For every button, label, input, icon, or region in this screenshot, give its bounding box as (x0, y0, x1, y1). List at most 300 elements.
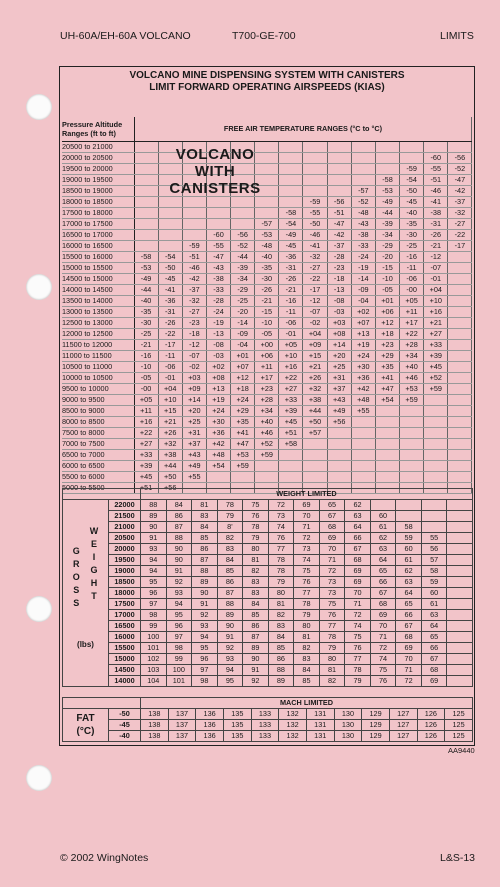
airspeed-cell: 90 (166, 544, 192, 555)
temp-cell: -14 (351, 274, 375, 285)
temp-cell: -54 (158, 252, 182, 263)
airspeed-cell: 93 (217, 654, 243, 665)
temp-cell: +36 (351, 373, 375, 384)
mach-row (63, 731, 473, 742)
temp-cell: -39 (231, 263, 255, 274)
temp-cell: +36 (206, 428, 230, 439)
airspeed-cell: 82 (319, 676, 345, 687)
temp-cell: -55 (303, 208, 327, 219)
gross-letter: G (72, 546, 80, 556)
airspeed-cell: 65 (319, 500, 345, 511)
temp-cell: +23 (375, 340, 399, 351)
temp-cell: -37 (182, 285, 206, 296)
weight-letter: G (90, 565, 98, 575)
mach-airspeed-cell: 125 (445, 720, 473, 731)
temp-row (62, 351, 472, 362)
gross-weight-cell: 20000 (109, 544, 141, 555)
fat-label (63, 709, 109, 742)
temp-cell: +06 (255, 351, 279, 362)
airspeed-cell (447, 676, 473, 687)
mach-airspeed-cell: 137 (168, 709, 196, 720)
airspeed-cell: 79 (294, 610, 320, 621)
temp-cell: +59 (400, 395, 424, 406)
temp-cell: +16 (134, 417, 158, 428)
temp-cell: +10 (279, 351, 303, 362)
temp-cell (448, 373, 472, 384)
airspeed-cell (447, 522, 473, 533)
temp-cell: +02 (351, 307, 375, 318)
temp-cell (279, 472, 303, 483)
figure-id: AA9440 (448, 746, 475, 755)
pressure-altitude-cell: 12000 to 12500 (62, 329, 134, 340)
temp-cell: -44 (134, 285, 158, 296)
airspeed-cell: 62 (345, 500, 371, 511)
temp-cell (231, 197, 255, 208)
temp-cell (158, 241, 182, 252)
airspeed-cell: 78 (345, 665, 371, 676)
temp-cell: +17 (400, 318, 424, 329)
temp-cell (351, 164, 375, 175)
airspeed-cell: 60 (370, 511, 396, 522)
airspeed-cell: 66 (345, 533, 371, 544)
temp-row (62, 307, 472, 318)
airspeed-cell: 95 (166, 610, 192, 621)
airspeed-cell: 61 (370, 522, 396, 533)
mach-airspeed-cell: 127 (389, 720, 417, 731)
pressure-altitude-cell: 13500 to 14000 (62, 296, 134, 307)
mach-header-blank (63, 698, 141, 709)
mach-airspeed-cell: 127 (389, 731, 417, 742)
temp-cell (134, 230, 158, 241)
temp-row (62, 340, 472, 351)
temp-cell: -23 (327, 263, 351, 274)
temp-cell: -45 (279, 241, 303, 252)
temp-cell: +40 (400, 362, 424, 373)
temp-cell: -58 (279, 208, 303, 219)
temp-cell: +45 (279, 417, 303, 428)
temp-cell (424, 472, 448, 483)
airspeed-cell: 58 (396, 522, 422, 533)
gross-letter: S (73, 598, 80, 608)
pressure-altitude-cell: 7000 to 7500 (62, 439, 134, 450)
pressure-altitude-cell: 10000 to 10500 (62, 373, 134, 384)
temp-cell: -05 (255, 329, 279, 340)
temp-cell: +07 (351, 318, 375, 329)
temp-cell: +05 (400, 296, 424, 307)
airspeed-cell: 96 (166, 621, 192, 632)
airspeed-cell: 81 (319, 665, 345, 676)
temp-cell: +49 (327, 406, 351, 417)
temp-cell (279, 153, 303, 164)
temp-cell: +31 (182, 428, 206, 439)
temp-row (62, 428, 472, 439)
airspeed-cell: 91 (141, 533, 167, 544)
airspeed-cell (421, 511, 447, 522)
temp-cell: -08 (206, 340, 230, 351)
airspeed-cell: 79 (319, 643, 345, 654)
temp-cell: -26 (158, 318, 182, 329)
airspeed-cell: 104 (141, 676, 167, 687)
airspeed-cell: 59 (421, 577, 447, 588)
weight-row (63, 665, 473, 676)
temp-cell: -56 (231, 230, 255, 241)
temp-cell (327, 439, 351, 450)
temp-cell: +33 (134, 450, 158, 461)
temp-cell (448, 417, 472, 428)
temp-cell: +38 (303, 395, 327, 406)
temp-cell: -60 (424, 153, 448, 164)
temp-cell (134, 219, 158, 230)
temp-cell: -32 (182, 296, 206, 307)
airspeed-cell (447, 577, 473, 588)
airspeed-cell: 59 (396, 533, 422, 544)
temp-cell: +11 (255, 362, 279, 373)
temp-cell: +59 (255, 450, 279, 461)
airspeed-cell (447, 665, 473, 676)
temp-cell: -38 (351, 230, 375, 241)
temp-cell: -04 (351, 296, 375, 307)
pressure-altitude-cell: 20000 to 20500 (62, 153, 134, 164)
airspeed-cell: 91 (217, 632, 243, 643)
mach-airspeed-cell: 126 (417, 731, 445, 742)
mach-airspeed-cell: 129 (362, 731, 390, 742)
pressure-altitude-cell: 16500 to 17000 (62, 230, 134, 241)
airspeed-cell: 82 (268, 610, 294, 621)
airspeed-cell: 58 (421, 566, 447, 577)
temp-cell: -45 (400, 197, 424, 208)
temp-cell (327, 472, 351, 483)
airspeed-cell: 101 (166, 676, 192, 687)
temp-cell: +50 (303, 417, 327, 428)
temp-cell: -21 (255, 296, 279, 307)
temp-cell: -52 (448, 164, 472, 175)
temp-cell: -43 (206, 263, 230, 274)
pressure-altitude-cell: 14500 to 15000 (62, 274, 134, 285)
airspeed-cell: 100 (141, 632, 167, 643)
weight-row (63, 621, 473, 632)
airspeed-cell: 70 (319, 544, 345, 555)
temp-cell (448, 318, 472, 329)
temp-cell: +04 (424, 285, 448, 296)
temp-cell (400, 153, 424, 164)
temp-cell: -46 (424, 186, 448, 197)
temp-cell: +53 (400, 384, 424, 395)
airspeed-cell: 84 (217, 555, 243, 566)
temp-row (62, 329, 472, 340)
temp-cell (424, 428, 448, 439)
temp-cell: -56 (448, 153, 472, 164)
temp-cell: -02 (303, 318, 327, 329)
temp-cell: +34 (400, 351, 424, 362)
airspeed-cell: 66 (421, 643, 447, 654)
airspeed-cell: 83 (294, 654, 320, 665)
temp-cell (424, 461, 448, 472)
gross-weight-cell: 17000 (109, 610, 141, 621)
airspeed-cell: 81 (192, 500, 218, 511)
temp-cell: +22 (400, 329, 424, 340)
temp-cell (279, 142, 303, 153)
mach-airspeed-cell: 127 (389, 709, 417, 720)
temp-cell: -54 (400, 175, 424, 186)
temp-cell: +39 (134, 461, 158, 472)
temp-cell: -26 (279, 274, 303, 285)
temp-cell (448, 329, 472, 340)
temp-cell: -31 (424, 219, 448, 230)
temp-cell (327, 153, 351, 164)
airspeed-cell: 85 (268, 643, 294, 654)
temp-cell: -38 (424, 208, 448, 219)
airspeed-cell: 101 (141, 643, 167, 654)
airspeed-cell: 69 (319, 533, 345, 544)
airspeed-cell: 80 (243, 544, 269, 555)
temp-row (62, 318, 472, 329)
mach-row (63, 709, 473, 720)
airspeed-cell: 81 (268, 599, 294, 610)
temp-cell: +23 (255, 384, 279, 395)
temp-row (62, 373, 472, 384)
airspeed-cell: 79 (217, 511, 243, 522)
temp-cell: -10 (134, 362, 158, 373)
temp-cell: +04 (303, 329, 327, 340)
airspeed-cell: 92 (217, 643, 243, 654)
airspeed-cell: 83 (243, 577, 269, 588)
temp-cell: -41 (424, 197, 448, 208)
pressure-altitude-cell: 15000 to 15500 (62, 263, 134, 274)
temp-cell (424, 439, 448, 450)
temp-cell: +51 (134, 483, 158, 494)
mach-row (63, 720, 473, 731)
temp-cell (134, 208, 158, 219)
airspeed-cell (447, 588, 473, 599)
weight-row (63, 577, 473, 588)
airspeed-cell: 66 (396, 610, 422, 621)
temp-cell: -01 (158, 373, 182, 384)
temp-cell: +30 (206, 417, 230, 428)
temp-cell (448, 274, 472, 285)
airspeed-cell: 82 (243, 566, 269, 577)
temp-cell (448, 472, 472, 483)
airspeed-cell: 71 (294, 522, 320, 533)
temp-cell: -58 (375, 175, 399, 186)
airspeed-cell: 86 (243, 621, 269, 632)
airspeed-cell: 76 (370, 676, 396, 687)
temp-cell: -16 (279, 296, 303, 307)
pressure-altitude-cell: 9000 to 9500 (62, 395, 134, 406)
gross-weight-cell: 15000 (109, 654, 141, 665)
temp-cell (182, 208, 206, 219)
temp-cell: -15 (255, 307, 279, 318)
mach-airspeed-cell: 132 (279, 731, 307, 742)
temp-cell: +43 (327, 395, 351, 406)
temp-cell (375, 450, 399, 461)
mach-airspeed-cell: 125 (445, 709, 473, 720)
pressure-altitude-cell: 5000 to 5500 (62, 483, 134, 494)
chart-title (59, 70, 475, 94)
airspeed-cell: 73 (319, 588, 345, 599)
temp-cell: -03 (206, 351, 230, 362)
temp-cell: -10 (375, 274, 399, 285)
temp-cell (279, 450, 303, 461)
temp-cell: +44 (303, 406, 327, 417)
temp-cell: -22 (158, 329, 182, 340)
temp-cell (134, 197, 158, 208)
temp-cell: +54 (375, 395, 399, 406)
temp-cell: -28 (206, 296, 230, 307)
temp-cell: -42 (448, 186, 472, 197)
pressure-altitude-cell: 6000 to 6500 (62, 461, 134, 472)
temp-cell: +13 (206, 384, 230, 395)
airspeed-cell: 93 (166, 588, 192, 599)
airspeed-cell: 80 (319, 654, 345, 665)
temp-cell: -36 (279, 252, 303, 263)
airspeed-cell: 80 (268, 588, 294, 599)
airspeed-cell: 68 (345, 555, 371, 566)
gross-weight-cell: 19500 (109, 555, 141, 566)
mach-airspeed-cell: 131 (306, 720, 334, 731)
chart-title-line2: LIMIT FORWARD OPERATING AIRSPEEDS (KIAS) (149, 82, 385, 93)
temp-cell: -48 (255, 241, 279, 252)
temp-cell: +10 (158, 395, 182, 406)
temp-cell: -46 (182, 263, 206, 274)
temp-cell (448, 351, 472, 362)
temp-cell: -60 (206, 230, 230, 241)
temp-cell (400, 406, 424, 417)
temp-cell: +41 (231, 428, 255, 439)
temp-cell: +03 (327, 318, 351, 329)
temp-cell (400, 450, 424, 461)
temp-cell: +14 (327, 340, 351, 351)
airspeed-cell: 83 (268, 621, 294, 632)
airspeed-cell: 87 (192, 555, 218, 566)
airspeed-cell: 94 (166, 599, 192, 610)
fat-value-cell: -50 (109, 709, 141, 720)
temp-cell (279, 164, 303, 175)
airspeed-cell: 79 (268, 577, 294, 588)
temp-cell (351, 153, 375, 164)
temp-cell (375, 439, 399, 450)
header-section: LIMITS (440, 30, 474, 42)
airspeed-cell: 61 (396, 555, 422, 566)
airspeed-cell: 8' (217, 522, 243, 533)
temp-cell: +00 (255, 340, 279, 351)
mach-airspeed-cell: 138 (141, 709, 169, 720)
mach-airspeed-cell: 133 (251, 709, 279, 720)
header-engine: T700-GE-700 (232, 30, 296, 42)
airspeed-cell: 91 (192, 599, 218, 610)
temp-cell (231, 208, 255, 219)
airspeed-cell: 69 (421, 676, 447, 687)
temp-cell: -02 (182, 362, 206, 373)
airspeed-cell: 64 (421, 621, 447, 632)
temp-cell: +53 (231, 450, 255, 461)
temp-cell: -53 (255, 230, 279, 241)
airspeed-cell: 78 (268, 555, 294, 566)
airspeed-cell: 94 (192, 632, 218, 643)
airspeed-cell: 74 (294, 555, 320, 566)
airspeed-cell: 79 (345, 676, 371, 687)
temp-cell: -34 (375, 230, 399, 241)
airspeed-cell: 63 (370, 544, 396, 555)
temp-cell: -14 (231, 318, 255, 329)
temp-cell (448, 406, 472, 417)
temp-cell: +31 (327, 373, 351, 384)
airspeed-cell: 71 (345, 599, 371, 610)
temp-row (62, 252, 472, 263)
temp-cell: -30 (400, 230, 424, 241)
temp-cell: -11 (279, 307, 303, 318)
binder-hole-2 (26, 274, 52, 300)
temp-cell: -19 (206, 318, 230, 329)
temp-cell: -01 (279, 329, 303, 340)
weight-row (63, 566, 473, 577)
airspeed-cell: 91 (243, 665, 269, 676)
temp-cell: +08 (327, 329, 351, 340)
airspeed-cell: 76 (268, 533, 294, 544)
temp-cell (351, 428, 375, 439)
airspeed-cell: 88 (166, 533, 192, 544)
airspeed-cell: 84 (166, 500, 192, 511)
airspeed-cell: 68 (319, 522, 345, 533)
temp-cell: -06 (158, 362, 182, 373)
volcano-canisters-label (155, 146, 275, 197)
airspeed-cell: 99 (166, 654, 192, 665)
temp-cell: +29 (375, 351, 399, 362)
temp-cell: -53 (375, 186, 399, 197)
mach-airspeed-cell: 126 (417, 720, 445, 731)
airspeed-cell (421, 500, 447, 511)
temp-cell (351, 439, 375, 450)
airspeed-cell: 70 (345, 588, 371, 599)
airspeed-cell: 84 (294, 665, 320, 676)
temp-cell: -59 (182, 241, 206, 252)
temp-cell: -21 (279, 285, 303, 296)
temp-row (62, 439, 472, 450)
temp-cell: -21 (134, 340, 158, 351)
airspeed-cell: 67 (396, 621, 422, 632)
temp-cell (327, 186, 351, 197)
temp-cell: -43 (351, 219, 375, 230)
temp-cell: +13 (351, 329, 375, 340)
temp-cell: +32 (158, 439, 182, 450)
temp-row (62, 285, 472, 296)
mach-airspeed-cell: 138 (141, 731, 169, 742)
temp-cell: +34 (255, 406, 279, 417)
temp-row (62, 263, 472, 274)
temp-cell: +11 (400, 307, 424, 318)
temp-cell: +59 (231, 461, 255, 472)
fat-label-line: (°C) (76, 726, 95, 737)
airspeed-cell: 94 (217, 665, 243, 676)
airspeed-cell (421, 522, 447, 533)
temp-cell (182, 230, 206, 241)
temp-cell (351, 461, 375, 472)
airspeed-cell: 74 (268, 522, 294, 533)
airspeed-cell: 76 (294, 577, 320, 588)
temp-cell: -28 (327, 252, 351, 263)
weight-row (63, 533, 473, 544)
airspeed-cell: 96 (192, 654, 218, 665)
fat-value-cell: -45 (109, 720, 141, 731)
temp-cell: -44 (375, 208, 399, 219)
gross-weight-cell: 17500 (109, 599, 141, 610)
weight-row (63, 643, 473, 654)
temp-cell: +20 (327, 351, 351, 362)
temp-cell: +01 (231, 351, 255, 362)
airspeed-cell (447, 621, 473, 632)
airspeed-cell: 71 (370, 632, 396, 643)
temp-cell: -13 (327, 285, 351, 296)
temp-cell: -18 (327, 274, 351, 285)
